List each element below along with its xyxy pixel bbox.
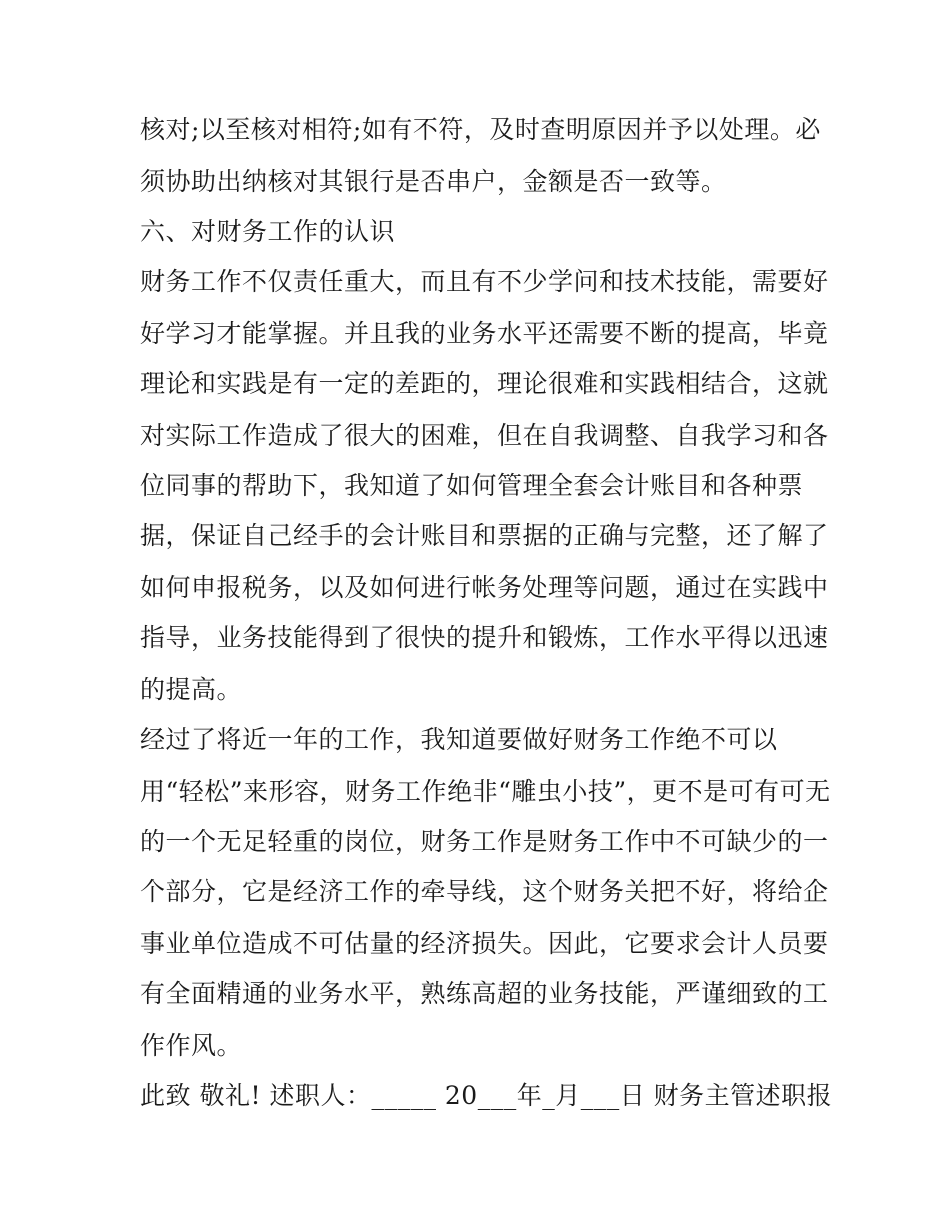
text-line-16: 个部分，它是经济工作的牵导线，这个财务关把不好，将给企 <box>140 877 829 906</box>
text-line-1: 核对;以至核对相符;如有不符，及时查明原因并予以处理。必 <box>140 115 821 144</box>
text-line-5: 好学习才能掌握。并且我的业务水平还需要不断的提高，毕竟 <box>140 319 829 348</box>
text-line-13: 经过了将近一年的工作，我知道要做好财务工作绝不可以 <box>140 725 778 754</box>
text-line-15: 的一个无足轻重的岗位，财务工作是财务工作中不可缺少的一 <box>140 827 829 856</box>
text-line-18: 有全面精通的业务水平，熟练高超的业务技能，严谨细致的工 <box>140 979 829 1008</box>
text-line-8: 位同事的帮助下，我知道了如何管理全套会计账目和各种票 <box>140 471 804 500</box>
text-line-12: 的提高。 <box>140 675 243 704</box>
text-line-6: 理论和实践是有一定的差距的，理论很难和实践相结合，这就 <box>140 369 829 398</box>
text-line-10: 如何申报税务，以及如何进行帐务处理等问题，通过在实践中 <box>140 573 829 602</box>
text-line-11: 指导，业务技能得到了很快的提升和锻炼，工作水平得以迅速 <box>140 623 829 652</box>
text-line-17: 事业单位造成不可估量的经济损失。因此，它要求会计人员要 <box>140 929 829 958</box>
text-line-9: 据，保证自己经手的会计账目和票据的正确与完整，还了解了 <box>140 521 829 550</box>
section-heading: 六、对财务工作的认识 <box>140 217 396 246</box>
text-line-14: 用“轻松”来形容，财务工作绝非“雕虫小技”，更不是可有可无 <box>140 777 831 806</box>
text-line-2: 须协助出纳核对其银行是否串户，金额是否一致等。 <box>140 167 727 196</box>
text-line-7: 对实际工作造成了很大的困难，但在自我调整、自我学习和各 <box>140 421 829 450</box>
text-line-4: 财务工作不仅责任重大，而且有不少学问和技术技能，需要好 <box>140 267 829 296</box>
text-line-19: 作作风。 <box>140 1031 243 1060</box>
closing-line: 此致 敬礼! 述职人：_____ 20___年_月___日 财务主管述职报 <box>140 1081 833 1110</box>
